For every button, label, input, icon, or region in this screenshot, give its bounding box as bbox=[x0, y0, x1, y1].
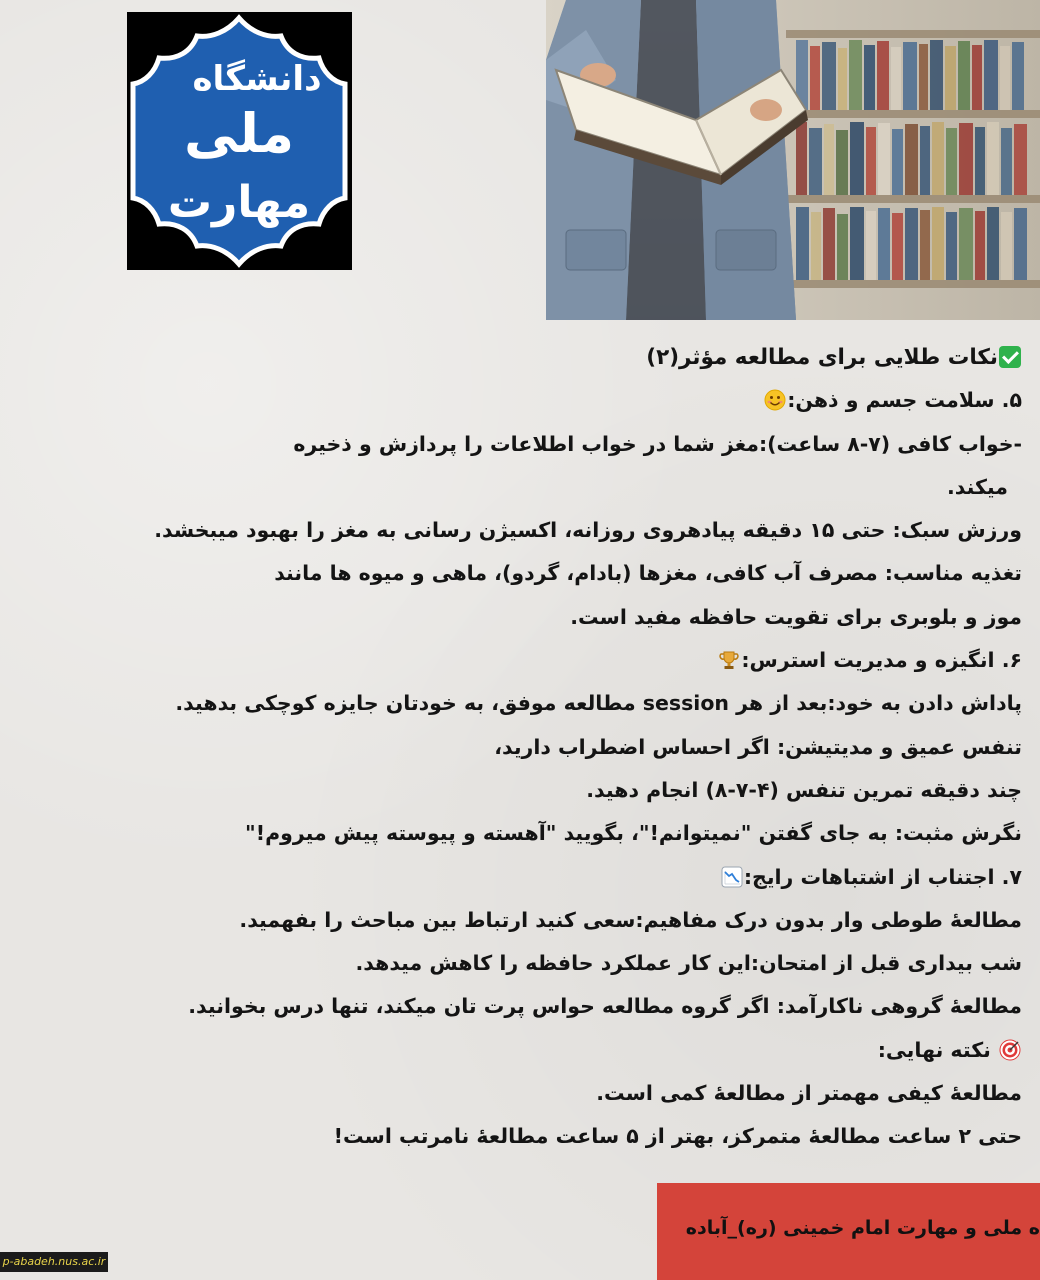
book-reader-icon bbox=[546, 0, 1040, 320]
positive-attitude-line: نگرش مثبت: به جای گفتن "نمیتوانم!"، بگویید "آهسته و پیوسته پیش میروم!" bbox=[245, 821, 1022, 846]
reward-line: پاداش دادن به خود:بعد از هر session مطالعه موفق، به خودتان جایزه کوچکی بدهید. bbox=[175, 691, 1022, 716]
nutrition-line-cont: موز و بلوبری برای تقویت حافظه مفید است. bbox=[570, 604, 1022, 629]
reader-photo bbox=[546, 0, 1040, 320]
site-url-watermark: p-abadeh.nus.ac.ir bbox=[0, 1252, 108, 1272]
group-study-line: مطالعهٔ گروهی ناکارآمد: اگر گروه مطالعه حواس پرت تان میکند، تنها درس بخوانید. bbox=[188, 994, 1022, 1019]
logo-text-top: دانشگاه bbox=[192, 59, 322, 99]
footer-banner bbox=[657, 1183, 1040, 1280]
sleep-line: -خواب کافی (۷-۸ ساعت):مغز شما در خواب اطلاعات را پردازش و ذخیره bbox=[293, 431, 1022, 456]
article-title: نکات طلایی برای مطالعه مؤثر(۲) bbox=[646, 345, 998, 370]
section-7-heading: ۷. اجتناب از اشتباهات رایج: bbox=[743, 864, 1022, 889]
section-7-heading-line bbox=[110, 856, 1022, 899]
university-logo bbox=[127, 12, 352, 270]
nutrition-line: تغذیه مناسب: مصرف آب کافی، مغزها (بادام، گردو)، ماهی و میوه ها مانند bbox=[274, 561, 1022, 586]
exercise-line: ورزش سبک: حتی ۱۵ دقیقه پیادهروی روزانه، اکسیژن رسانی به مغز را بهبود میبخشد. bbox=[154, 518, 1022, 543]
breathing-line: تنفس عمیق و مدیتیشن: اگر احساس اضطراب دارید، bbox=[494, 734, 1022, 759]
rote-learning-line: مطالعهٔ طوطی وار بدون درک مفاهیم:سعی کنید ارتباط بین مباحث را بفهمید. bbox=[239, 907, 1022, 932]
footer-text: ه ملی و مهارت امام خمینی (ره)_آباده bbox=[685, 1217, 1040, 1239]
trophy-icon bbox=[718, 649, 740, 671]
logo-text-bottom: مهارت bbox=[167, 177, 311, 228]
final-tip-line-1: مطالعهٔ کیفی مهمتر از مطالعهٔ کمی است. bbox=[596, 1081, 1022, 1106]
section-6-heading: ۶. انگیزه و مدیریت استرس: bbox=[741, 648, 1022, 673]
final-tip-heading: نکته نهایی: bbox=[877, 1037, 991, 1062]
target-icon bbox=[999, 1039, 1021, 1061]
logo-text-mid: ملی bbox=[183, 102, 295, 165]
section-5-heading: ۵. سلامت جسم و ذهن: bbox=[787, 388, 1022, 413]
final-tip-line-2: حتی ۲ ساعت مطالعهٔ متمرکز، بهتر از ۵ ساعت مطالعهٔ نامرتب است! bbox=[333, 1124, 1022, 1149]
all-nighter-line: شب بیداری قبل از امتحان:این کار عملکرد حافظه را کاهش میدهد. bbox=[355, 951, 1022, 976]
article-body bbox=[110, 336, 1022, 1159]
sleep-line-cont: میکند. bbox=[947, 474, 1008, 499]
logo-emblem-icon bbox=[127, 12, 352, 270]
check-mark-icon bbox=[999, 346, 1021, 368]
chart-decreasing-icon bbox=[721, 866, 743, 888]
section-5-heading-line bbox=[110, 379, 1022, 422]
section-6-heading-line bbox=[110, 639, 1022, 682]
breathing-line-cont: چند دقیقه تمرین تنفس (۴-۷-۸) انجام دهید. bbox=[586, 777, 1022, 802]
article-title-line bbox=[110, 336, 1022, 379]
smiling-face-icon bbox=[764, 389, 786, 411]
final-tip-heading-line bbox=[110, 1029, 1022, 1072]
